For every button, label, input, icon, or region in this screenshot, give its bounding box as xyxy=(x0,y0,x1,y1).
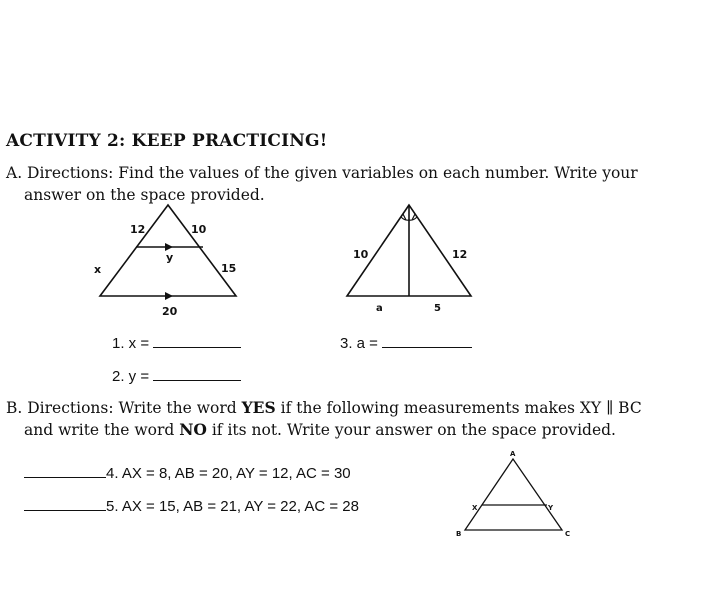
question-5-answer-blank[interactable] xyxy=(24,496,106,511)
figure-1-label-base: 20 xyxy=(162,305,178,318)
question-3 xyxy=(340,333,472,352)
figure-2-tick-right xyxy=(412,214,415,220)
question-4 xyxy=(24,463,351,482)
question-5 xyxy=(24,496,359,515)
part-a-directions-line2: answer on the space provided. xyxy=(24,186,265,204)
question-1-label: 1. x = xyxy=(112,335,150,352)
figure-3-label-c: C xyxy=(565,530,571,538)
word-yes: YES xyxy=(241,398,276,417)
part-b-directions-line2 xyxy=(24,420,616,439)
figure-2-tick-left xyxy=(403,214,406,220)
activity-title: ACTIVITY 2: KEEP PRACTICING! xyxy=(6,131,328,151)
question-1 xyxy=(112,333,241,352)
figure-2-angle-mark-left xyxy=(401,217,409,220)
question-4-text: 4. AX = 8, AB = 20, AY = 12, AC = 30 xyxy=(106,465,351,482)
figure-2-outline xyxy=(347,205,471,296)
figure-2-label-base-left: a xyxy=(376,303,383,314)
question-3-label: 3. a = xyxy=(340,335,378,352)
part-b-directions-line2-pre: and write the word xyxy=(24,421,180,439)
figure-2-angle-mark-right xyxy=(409,217,417,220)
figure-1-label-top-right: 10 xyxy=(191,223,207,236)
word-no: NO xyxy=(179,420,207,439)
part-a-directions-line1: A. Directions: Find the values of the given variables on each number. Write your xyxy=(6,164,638,182)
part-b-directions-mid: if the following measurements makes XY ∥ BC xyxy=(275,399,642,417)
question-5-text: 5. AX = 15, AB = 21, AY = 22, AC = 28 xyxy=(106,498,359,515)
figure-3-label-y: Y xyxy=(548,504,554,512)
question-3-answer-blank[interactable] xyxy=(382,333,472,348)
figure-3-label-a: A xyxy=(510,450,516,458)
figure-1-midline-arrow xyxy=(165,243,173,251)
figure-2-label-left: 10 xyxy=(353,248,369,261)
question-2 xyxy=(112,366,241,385)
part-b-directions-line2-post: if its not. Write your answer on the space provided. xyxy=(206,421,616,439)
figure-3-outline xyxy=(465,459,562,530)
figure-1-label-right: 15 xyxy=(221,262,237,275)
question-2-answer-blank[interactable] xyxy=(153,366,241,381)
figure-2-label-base-right: 5 xyxy=(434,303,441,314)
figure-1-label-left: x xyxy=(94,263,102,276)
figure-1-label-top-left: 12 xyxy=(130,223,146,236)
figure-1-label-mid: y xyxy=(166,251,174,264)
question-1-answer-blank[interactable] xyxy=(153,333,241,348)
figure-3-label-x: X xyxy=(472,504,478,512)
part-b-directions-pre: B. Directions: Write the word xyxy=(6,399,242,417)
question-4-answer-blank[interactable] xyxy=(24,463,106,478)
figure-2-label-right: 12 xyxy=(452,248,468,261)
figure-3-label-b: B xyxy=(456,530,462,538)
question-2-label: 2. y = xyxy=(112,368,150,385)
part-b-directions-line1 xyxy=(6,398,642,417)
figure-1-base-arrow xyxy=(165,292,173,300)
figure-1-outline xyxy=(100,205,236,296)
